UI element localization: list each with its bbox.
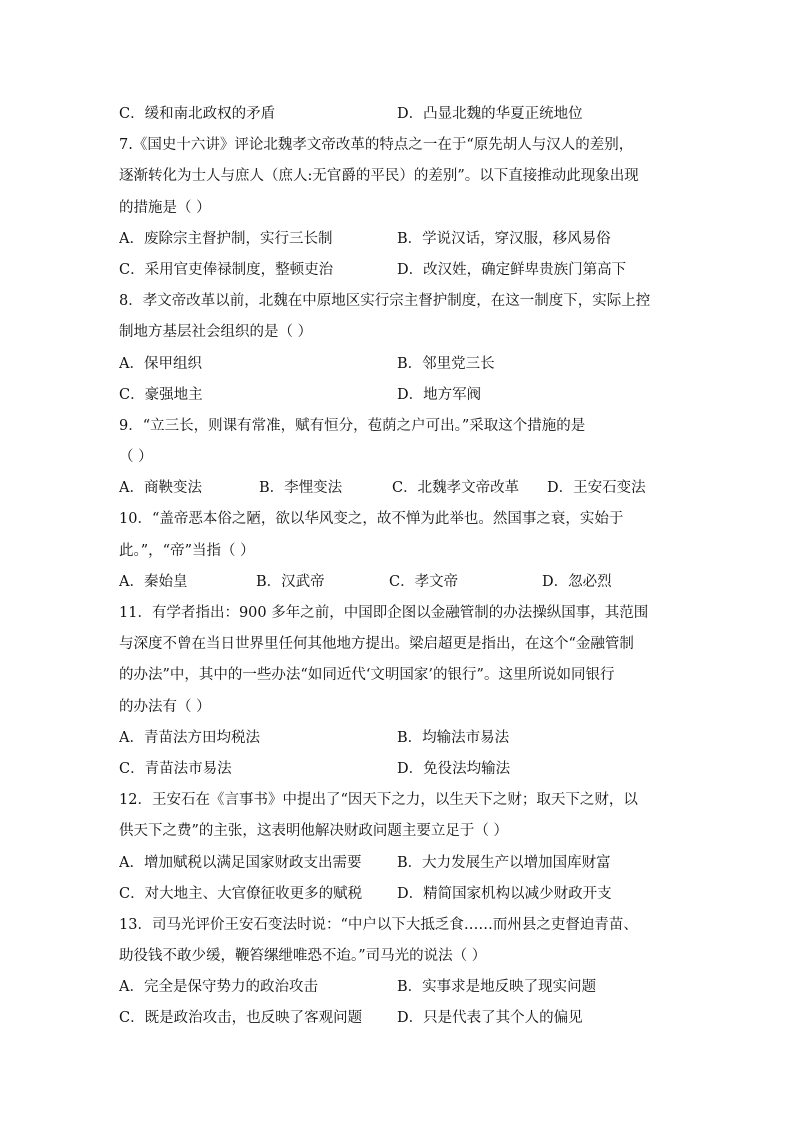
- q13-stem-line-1: 13．司马光评价王安石变法时说：“中户以下大抵乏食……而州县之吏督迫青苗、: [119, 916, 638, 933]
- q11-stem-line-4: 的办法有（ ）: [119, 698, 211, 715]
- q7-option-a: A．废除宗主督护制，实行三长制: [119, 230, 333, 247]
- q11-option-c: C．青苗法市易法: [119, 760, 232, 777]
- q10-option-c: C．孝文帝: [389, 573, 459, 590]
- q8-stem-line-1: 8．孝文帝改革以前，北魏在中原地区实行宗主督护制度，在这一制度下，实际上控: [119, 293, 651, 310]
- q13-options-row-2: [119, 1003, 679, 1034]
- exam-page: [119, 99, 679, 1035]
- q13-option-a: A．完全是保守势力的政治攻击: [119, 979, 318, 996]
- q7-option-d: D．改汉姓，确定鲜卑贵族门第高下: [397, 261, 627, 278]
- q9-option-c: C．北魏孝文帝改革: [392, 480, 520, 497]
- q11-option-b: B．均输法市易法: [397, 729, 510, 746]
- q7-options-row-2: [119, 255, 679, 286]
- q10-stem-line-1: 10．“盖帝恶本俗之陋，欲以华风变之，故不惮为此举也。然国事之衰，实始于: [119, 511, 624, 528]
- q8-stem-line-2: 制地方基层社会组织的是（ ）: [119, 324, 313, 341]
- q10-option-b: B．汉武帝: [256, 573, 325, 590]
- q7-stem-line-2: 逐渐转化为士人与庶人（庶人:无官爵的平民）的差别”。以下直接推动此现象出现: [119, 168, 639, 185]
- q12-stem-line-1: 12．王安石在《言事书》中提出了“因天下之力，以生天下之财；取天下之财，以: [119, 792, 638, 809]
- q12-option-c: C．对大地主、大官僚征收更多的赋税: [119, 885, 363, 902]
- q11-option-a: A．青苗法方田均税法: [119, 729, 260, 746]
- q9-options-row: [119, 473, 679, 504]
- q6-option-d: D．凸显北魏的华夏正统地位: [397, 106, 583, 122]
- q9-option-d: D．王安石变法: [547, 480, 646, 497]
- q12-options-row-1: [119, 848, 679, 879]
- q11-options-row-2: [119, 754, 679, 785]
- q7-options-row-1: [119, 224, 679, 255]
- q11-stem-line-1: 11．有学者指出：900 多年之前，中国即企图以金融管制的办法操纵国事，其范围: [119, 605, 649, 621]
- q9-option-b: B．李悝变法: [259, 480, 343, 497]
- q12-options-row-2: [119, 879, 679, 910]
- q10-options-row: [119, 567, 679, 598]
- q11-option-d: D．免役法均输法: [397, 760, 511, 777]
- q13-option-c: C．既是政治攻击，也反映了客观问题: [119, 1010, 363, 1027]
- q11-stem-line-3: 的办法”中，其中的一些办法“如同近代‘文明国家’的银行”。这里所说如同银行: [119, 667, 615, 684]
- q8-option-d: D．地方军阀: [397, 386, 482, 403]
- q12-stem-line-2: 供天下之费”的主张，这表明他解决财政问题主要立足于（ ）: [119, 823, 509, 840]
- q13-option-d: D．只是代表了其个人的偏见: [397, 1010, 583, 1027]
- q8-option-b: B．邻里党三长: [397, 355, 495, 372]
- q8-option-a: A．保甲组织: [119, 355, 202, 372]
- q13-stem-line-2: 助役钱不敢少缓，鞭笞缧绁唯恐不迨。”司马光的说法（ ）: [119, 948, 487, 965]
- q10-option-a: A．秦始皇: [119, 573, 188, 590]
- q9-stem-line-1: 9．“立三长，则课有常准，赋有恒分，苞荫之户可出。”采取这个措施的是: [119, 417, 586, 434]
- q7-option-b: B．学说汉话，穿汉服，移风易俗: [397, 230, 611, 247]
- q7-stem-line-1: 7.《国史十六讲》评论北魏孝文帝改革的特点之一在于“原先胡人与汉人的差别，: [119, 137, 634, 154]
- q12-option-d: D．精简国家机构以减少财政开支: [397, 885, 612, 902]
- q9-stem-line-2: （ ）: [119, 449, 153, 466]
- q13-options-row-1: [119, 972, 679, 1003]
- q6-option-c: C．缓和南北政权的矛盾: [119, 106, 276, 122]
- q8-option-c: C．豪强地主: [119, 386, 203, 403]
- q13-option-b: B．实事求是地反映了现实问题: [397, 979, 597, 996]
- q11-stem-line-2: 与深度不曾在当日世界里任何其他地方提出。梁启超更是指出，在这个“金融管制: [119, 636, 634, 653]
- q10-stem-line-2: 此。”，“帝”当指（ ）: [119, 542, 255, 559]
- q9-option-a: A．商鞅变法: [119, 480, 202, 497]
- q11-options-row-1: [119, 723, 679, 754]
- q8-options-row-2: [119, 380, 679, 411]
- q7-option-c: C．采用官吏俸禄制度，整顿吏治: [119, 261, 334, 278]
- q8-options-row-1: [119, 349, 679, 380]
- q12-option-b: B．大力发展生产以增加国库财富: [397, 854, 611, 871]
- q12-option-a: A．增加赋税以满足国家财政支出需要: [119, 854, 362, 871]
- q7-stem-line-3: 的措施是（ ）: [119, 199, 211, 216]
- q10-option-d: D．忽必烈: [542, 573, 612, 590]
- q6-options-row-2: [119, 99, 679, 130]
